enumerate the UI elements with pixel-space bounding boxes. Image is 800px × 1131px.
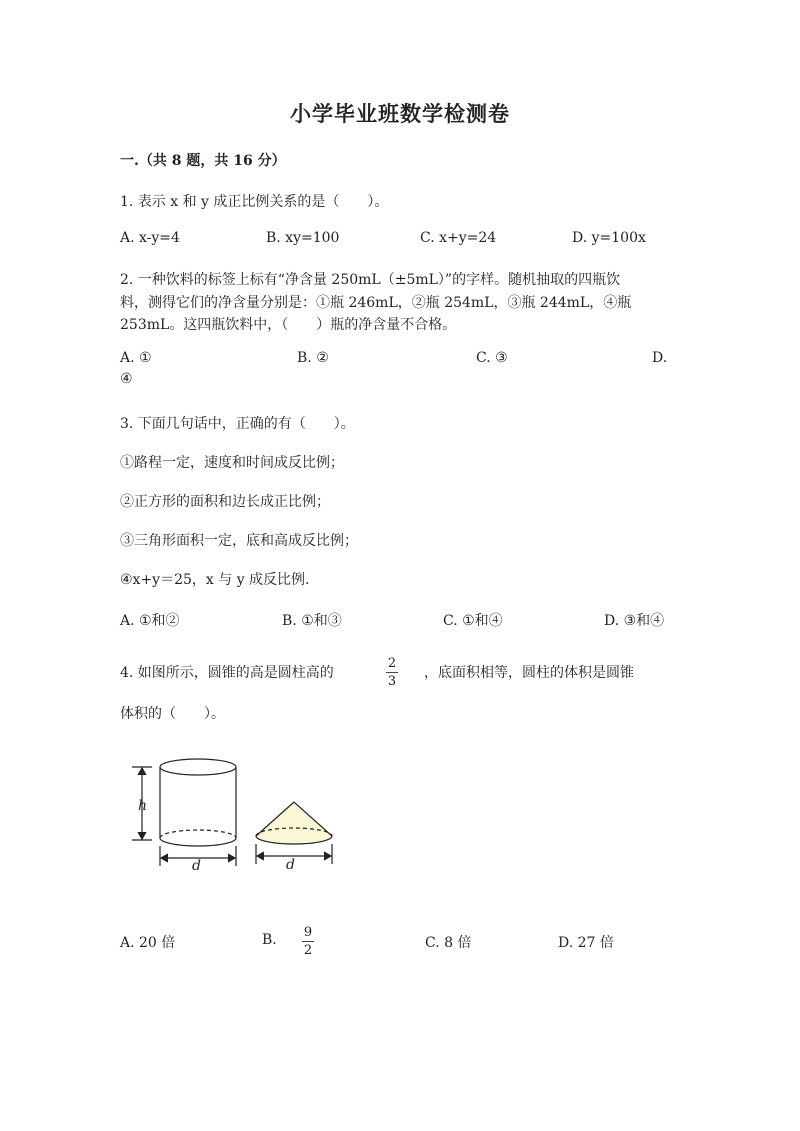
cone-shape [256,802,332,844]
q4-option-b-fraction [302,925,314,958]
q4-stem-before: 4. 如图所示，圆锥的高是圆柱高的 [120,665,334,681]
q2-option-b[interactable]: B. ② [297,350,329,366]
q4-option-b-denominator: 2 [303,943,313,958]
q4-option-a[interactable]: A. 20 倍 [120,935,176,951]
q1-option-a[interactable]: A. x-y=4 [120,230,180,246]
cylinder-cone-figure [120,750,350,880]
q2-stem-line-2: 料，测得它们的净含量分别是：①瓶 246mL，②瓶 254mL，③瓶 244mL，④瓶 [120,295,632,311]
q2-option-d-wrap: ④ [120,371,133,387]
page-title: 小学毕业班数学检测卷 [290,101,510,126]
section-header: 一.（共 8 题，共 16 分） [120,153,286,169]
cylinder-shape [160,759,236,846]
q2-option-a[interactable]: A. ① [120,350,152,366]
q4-fraction-numerator: 2 [387,656,397,671]
height-label: h [138,798,148,814]
q4-option-c[interactable]: C. 8 倍 [425,935,472,951]
q3-statement-2: ②正方形的面积和边长成正比例； [120,494,330,510]
q3-option-b[interactable]: B. ①和③ [282,613,342,629]
q4-stem-after: ，底面积相等，圆柱的体积是圆锥 [424,665,634,681]
q2-stem-line-3: 253mL。这四瓶饮料中，（ ）瓶的净含量不合格。 [120,317,457,333]
q4-fraction [386,656,398,689]
q3-option-c[interactable]: C. ①和④ [443,613,503,629]
q1-option-c[interactable]: C. x+y=24 [420,230,497,246]
q3-stem: 3. 下面几句话中，正确的有（ ）。 [120,416,355,432]
q3-option-d[interactable]: D. ③和④ [604,613,665,629]
q4-fraction-denominator: 3 [387,674,397,689]
cone-diameter-label: d [286,857,295,873]
q4-option-b-numerator: 9 [303,925,313,940]
q4-option-b[interactable]: B. [262,932,277,948]
q1-stem: 1. 表示 x 和 y 成正比例关系的是（ ）。 [120,194,389,210]
q4-option-d[interactable]: D. 27 倍 [558,935,614,951]
q3-statement-3: ③三角形面积一定，底和高成反比例； [120,533,358,549]
q1-option-b[interactable]: B. xy=100 [266,230,340,246]
q2-stem-line-1: 2. 一种饮料的标签上标有“净含量 250mL（±5mL）”的字样。随机抽取的四瓶饮 [120,272,621,288]
q4-stem-line-2: 体积的（ ）。 [120,706,225,722]
q3-statement-1: ①路程一定，速度和时间成反比例； [120,455,344,471]
q2-option-c[interactable]: C. ③ [476,350,508,366]
cylinder-diameter-label: d [192,858,201,874]
q3-statement-4: ④x+y＝25，x 与 y 成反比例. [120,572,310,588]
q4-option-b-bar [302,941,314,942]
q3-option-a[interactable]: A. ①和② [120,613,180,629]
q2-option-d[interactable]: D. [652,350,668,366]
q1-option-d[interactable]: D. y=100x [572,230,646,246]
q4-fraction-bar [386,672,398,673]
